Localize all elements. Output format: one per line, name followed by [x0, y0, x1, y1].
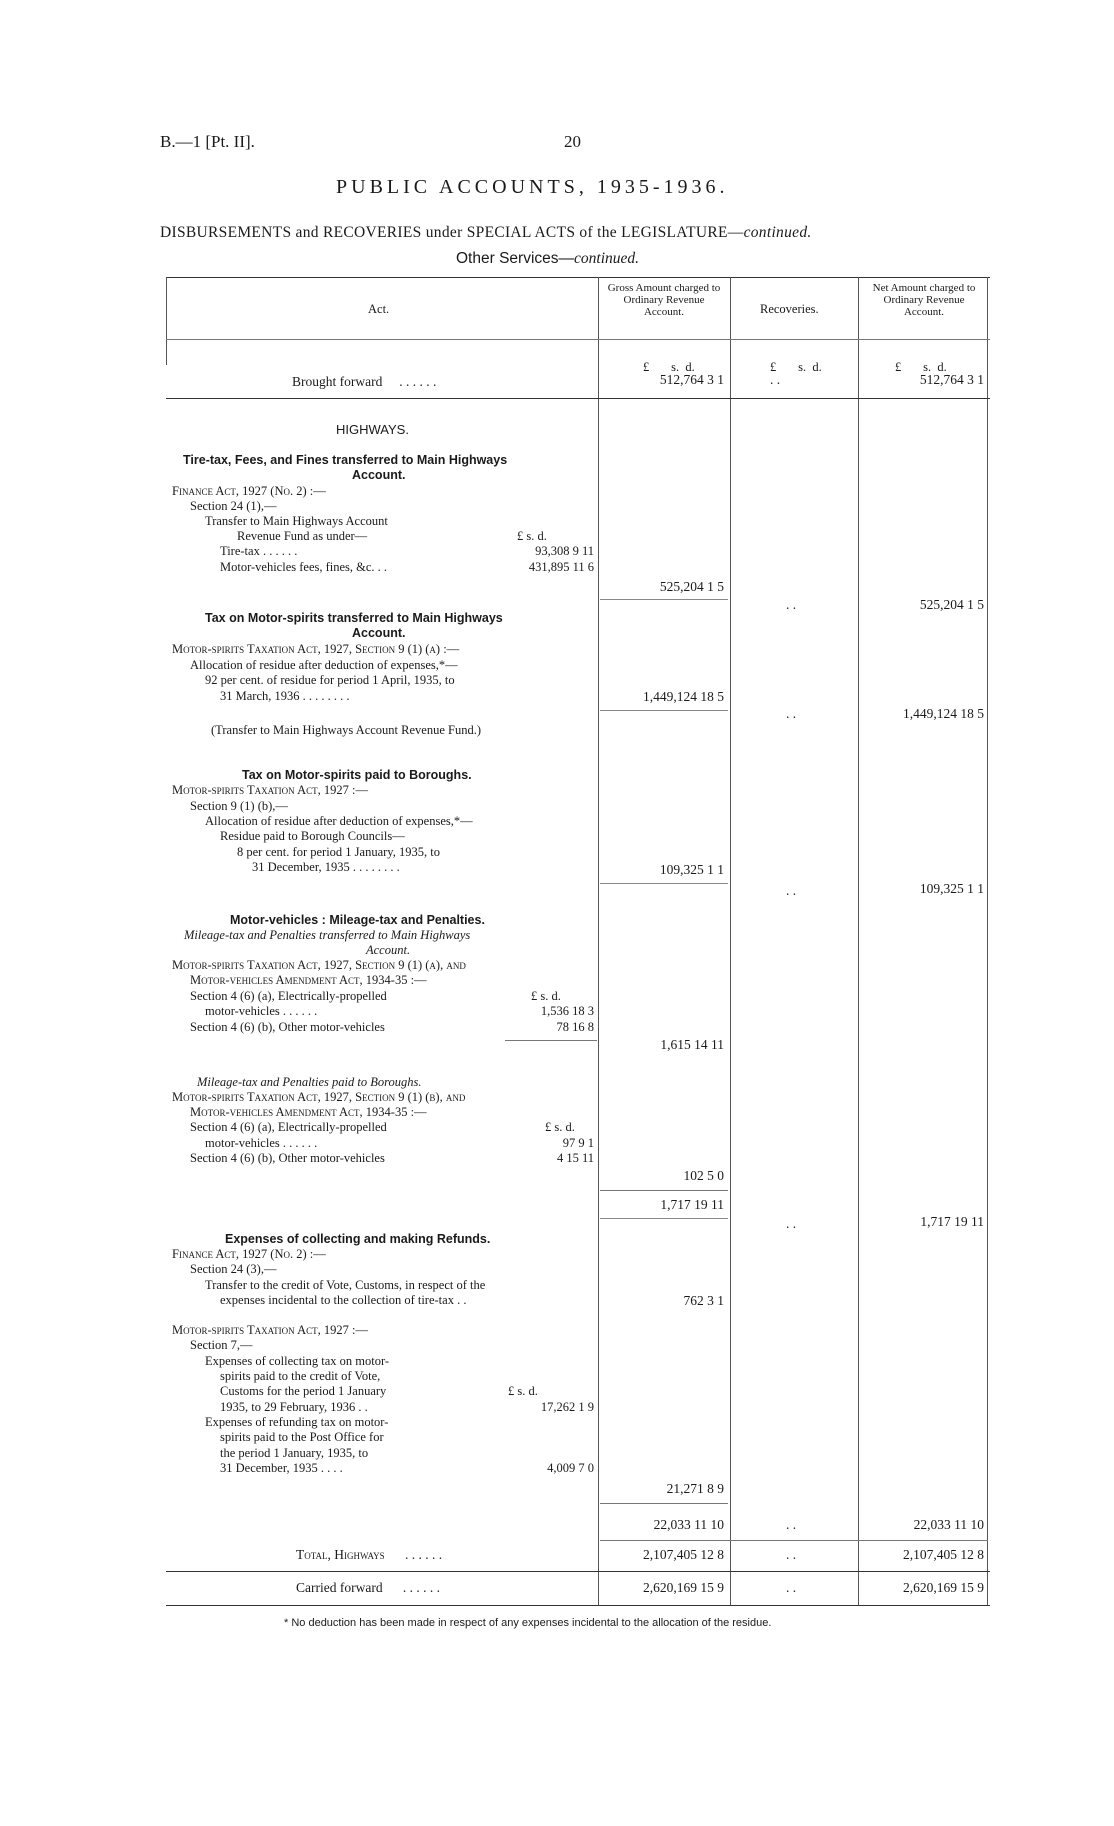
brought-forward-label: Brought forward . . . . . .: [292, 374, 437, 389]
header-bottom-rule: [166, 339, 990, 340]
tiretax-net: 525,204 1 5: [919, 597, 984, 612]
mileage-act2-cont: Motor-vehicles Amendment Act, 1934-35 :—: [190, 1105, 427, 1119]
mileage-s1-subtotal-rule: [505, 1040, 597, 1041]
motorspirits-line1: Allocation of residue after deduction of expenses,*—: [190, 658, 458, 672]
total-highways-gross: 2,107,405 12 8: [643, 1547, 724, 1562]
expenses-recoveries: . .: [786, 1517, 797, 1532]
mileage-sub2: Mileage-tax and Penalties paid to Boroughs.: [197, 1075, 422, 1089]
mileage-s1-item1: Section 4 (6) (a), Electrically-propelled: [190, 989, 387, 1003]
boroughs-gross-rule: [600, 883, 728, 884]
expenses-section1: Section 24 (3),—: [190, 1262, 277, 1276]
expenses-refund-line2: spirits paid to the Post Office for: [220, 1430, 384, 1444]
expenses-refund-line3: the period 1 January, 1935, to: [220, 1446, 369, 1460]
mileage-s2-item2: Section 4 (6) (b), Other motor-vehicles: [190, 1151, 385, 1165]
expenses-collect-line3: Customs for the period 1 January: [220, 1384, 387, 1398]
expenses-collect-line4: 1935, to 29 February, 1936 . .: [220, 1400, 368, 1414]
motorspirits-line3: 31 March, 1936 . . . . . . . .: [220, 689, 350, 703]
tiretax-item-fees-value: 431,895 11 6: [528, 560, 594, 574]
motorspirits-note: (Transfer to Main Highways Account Revenue Fund.): [211, 723, 481, 737]
carried-forward-net: 2,620,169 15 9: [903, 1580, 984, 1595]
motorspirits-gross: 1,449,124 18 5: [643, 689, 724, 704]
motorspirits-heading: Tax on Motor-spirits transferred to Main Highways: [205, 611, 503, 625]
expenses-net: 22,033 11 10: [913, 1517, 984, 1532]
carried-forward-recoveries: . .: [786, 1580, 797, 1595]
table-top-rule: [166, 277, 990, 278]
tiretax-recoveries: . .: [786, 597, 797, 612]
mileage-s1-item2: Section 4 (6) (b), Other motor-vehicles: [190, 1020, 385, 1034]
net-currency-header: £ s. d.: [895, 360, 947, 374]
col-divider-gross: [598, 277, 599, 1605]
mileage-heading: Motor-vehicles : Mileage-tax and Penalties.: [230, 913, 485, 927]
brought-forward-recoveries: . .: [770, 372, 781, 387]
mileage-s2-currency: £ s. d.: [545, 1120, 575, 1134]
total-highways-recoveries: . .: [786, 1547, 797, 1562]
tiretax-item-fees: Motor-vehicles fees, fines, &c. . .: [220, 560, 388, 574]
carried-forward-gross: 2,620,169 15 9: [643, 1580, 724, 1595]
footnote: * No deduction has been made in respect of any expenses incidental to the allocation of the residue.: [284, 1617, 772, 1629]
page-title: PUBLIC ACCOUNTS, 1935-1936.: [336, 176, 729, 198]
tiretax-line1: Transfer to Main Highways Account: [205, 514, 388, 528]
expenses-act2: Motor-spirits Taxation Act, 1927 :—: [172, 1323, 368, 1337]
table-right-edge: [987, 277, 988, 1605]
tiretax-gross-rule: [600, 599, 728, 600]
mileage-s2-gross: 102 5 0: [683, 1168, 724, 1183]
expenses-collect-value: 17,262 1 9: [540, 1400, 594, 1414]
motorspirits-net: 1,449,124 18 5: [903, 706, 984, 721]
expenses-section2: Section 7,—: [190, 1338, 253, 1352]
expenses-refund-line1: Expenses of refunding tax on motor-: [205, 1415, 389, 1429]
header-act: Act.: [368, 302, 390, 316]
boroughs-act: Motor-spirits Taxation Act, 1927 :—: [172, 783, 368, 797]
mileage-total-rule: [600, 1190, 728, 1191]
mileage-s1-item1-value: 1,536 18 3: [540, 1004, 594, 1018]
boroughs-section: Section 9 (1) (b),—: [190, 799, 288, 813]
carried-forward-label: Carried forward . . . . . .: [296, 1580, 440, 1595]
expenses-refund-line4: 31 December, 1935 . . . .: [220, 1461, 343, 1475]
expenses-refund-value: 4,009 7 0: [547, 1461, 594, 1475]
motorspirits-heading-cont: Account.: [352, 626, 406, 640]
mileage-sub1-cont: Account.: [366, 943, 411, 957]
mileage-sub1: Mileage-tax and Penalties transferred to Main Highways: [184, 928, 471, 942]
motorspirits-line2: 92 per cent. of residue for period 1 April, 1935, to: [205, 673, 455, 687]
header-net: Net Amount charged to Ordinary Revenue Account.: [872, 282, 976, 318]
header-recoveries: Recoveries.: [760, 302, 819, 316]
tiretax-section: Section 24 (1),—: [190, 499, 277, 513]
col-divider-recoveries: [730, 277, 731, 1605]
boroughs-line4: 31 December, 1935 . . . . . . . .: [252, 860, 400, 874]
brought-forward-net: 512,764 3 1: [919, 372, 984, 387]
brought-forward-gross: 512,764 3 1: [659, 372, 724, 387]
expenses-currency: £ s. d.: [508, 1384, 538, 1398]
tiretax-item-tiretax: Tire-tax . . . . . .: [220, 544, 298, 558]
col-divider-net: [858, 277, 859, 1605]
section-title: Other Services—continued.: [456, 250, 640, 267]
mileage-s2-item1: Section 4 (6) (a), Electrically-propelled: [190, 1120, 387, 1134]
total-highways-net: 2,107,405 12 8: [903, 1547, 984, 1562]
mileage-s1-item1-cont: motor-vehicles . . . . . .: [205, 1004, 318, 1018]
mileage-net: 1,717 19 11: [920, 1214, 984, 1229]
mileage-total-under-rule: [600, 1218, 728, 1219]
tiretax-currency: £ s. d.: [517, 529, 547, 543]
recoveries-currency-header: £ s. d.: [770, 360, 822, 374]
tiretax-heading: Tire-tax, Fees, and Fines transferred to Main Highways: [183, 453, 508, 467]
boroughs-line2: Residue paid to Borough Councils—: [220, 829, 405, 843]
mileage-s1-item2-value: 78 16 8: [556, 1020, 594, 1034]
tiretax-act: Finance Act, 1927 (No. 2) :—: [172, 484, 326, 498]
mileage-act2: Motor-spirits Taxation Act, 1927, Section 9 (1) (b), and: [172, 1090, 466, 1104]
tiretax-item-tiretax-value: 93,308 9 11: [535, 544, 594, 558]
tiretax-heading-cont: Account.: [352, 468, 406, 482]
total-highways-label: Total, Highways . . . . . .: [296, 1547, 443, 1562]
mileage-s2-item1-value: 97 9 1: [562, 1136, 594, 1150]
mileage-s1-gross: 1,615 14 11: [660, 1037, 724, 1052]
tiretax-line2: Revenue Fund as under—: [237, 529, 368, 543]
expenses-total-rule: [600, 1503, 728, 1504]
table-bottom-rule: [166, 1605, 990, 1606]
header-gross: Gross Amount charged to Ordinary Revenue Account.: [607, 282, 721, 318]
expenses-bottom-rule: [600, 1540, 988, 1541]
mileage-total-gross: 1,717 19 11: [660, 1197, 724, 1212]
motorspirits-act: Motor-spirits Taxation Act, 1927, Section 9 (1) (a) :—: [172, 642, 460, 656]
page-subtitle: DISBURSEMENTS and RECOVERIES under SPECIAL ACTS of the LEGISLATURE—continued.: [160, 224, 812, 241]
boroughs-line1: Allocation of residue after deduction of expenses,*—: [205, 814, 473, 828]
boroughs-line3: 8 per cent. for period 1 January, 1935, to: [237, 845, 440, 859]
boroughs-heading: Tax on Motor-spirits paid to Boroughs.: [242, 768, 472, 782]
expenses-collect-line1: Expenses of collecting tax on motor-: [205, 1354, 390, 1368]
expenses-heading: Expenses of collecting and making Refunds.: [225, 1232, 491, 1246]
expenses-act1: Finance Act, 1927 (No. 2) :—: [172, 1247, 326, 1261]
page-number: 20: [564, 132, 581, 151]
boroughs-net: 109,325 1 1: [919, 881, 984, 896]
mileage-s1-currency: £ s. d.: [531, 989, 561, 1003]
expenses-gross1: 762 3 1: [683, 1293, 724, 1308]
expenses-collect-line2: spirits paid to the credit of Vote,: [220, 1369, 381, 1383]
expenses-gross2: 21,271 8 9: [666, 1481, 724, 1496]
expenses-line2: expenses incidental to the collection of tire-tax . .: [220, 1293, 467, 1307]
mileage-recoveries: . .: [786, 1216, 797, 1231]
brought-forward-rule: [166, 398, 990, 399]
motorspirits-recoveries: . .: [786, 706, 797, 721]
tiretax-gross: 525,204 1 5: [659, 579, 724, 594]
expenses-line1: Transfer to the credit of Vote, Customs, in respect of the: [205, 1278, 486, 1292]
total-highways-rule: [166, 1571, 990, 1572]
mileage-act1-cont: Motor-vehicles Amendment Act, 1934-35 :—: [190, 973, 427, 987]
page-reference: B.—1 [Pt. II].: [160, 132, 255, 151]
expenses-total-gross: 22,033 11 10: [653, 1517, 724, 1532]
boroughs-gross: 109,325 1 1: [659, 862, 724, 877]
motorspirits-gross-rule: [600, 710, 728, 711]
mileage-s2-item2-value: 4 15 11: [556, 1151, 594, 1165]
boroughs-recoveries: . .: [786, 883, 797, 898]
table-left-edge: [166, 277, 167, 365]
mileage-act1: Motor-spirits Taxation Act, 1927, Section 9 (1) (a), and: [172, 958, 466, 972]
highways-title: HIGHWAYS.: [336, 422, 409, 437]
mileage-s2-item1-cont: motor-vehicles . . . . . .: [205, 1136, 318, 1150]
gross-currency-header: £ s. d.: [643, 360, 695, 374]
